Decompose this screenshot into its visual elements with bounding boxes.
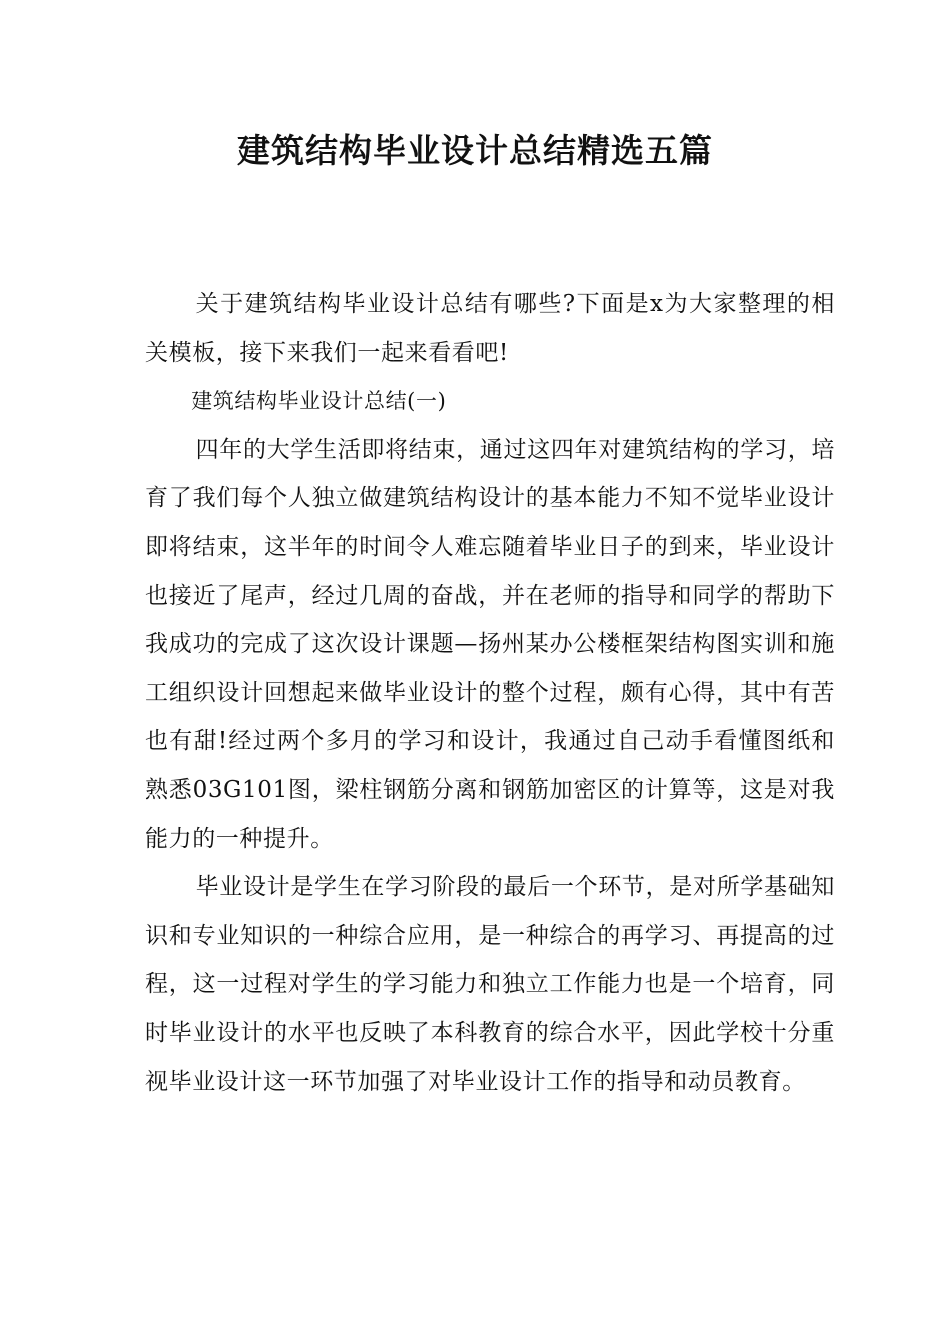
document-body [145,280,835,1106]
body-paragraph: 四年的大学生活即将结束，通过这四年对建筑结构的学习，培育了我们每个人独立做建筑结构设计的基本能力不知不觉毕业设计即将结束，这半年的时间令人难忘随着毕业日子的到来，毕业设计也接近了尾声，经过几周的奋战，并在老师的指导和同学的帮助下我成功的完成了这次设计课题—扬州某办公楼框架结构图实训和施工组织设计回想起来做毕业设计的整个过程，颇有心得，其中有苦也有甜!经过两个多月的学习和设计，我通过自己动手看懂图纸和熟悉03G101图，梁柱钢筋分离和钢筋加密区的计算等，这是对我能力的一种提升。 [145,436,835,852]
document-title: 建筑结构毕业设计总结精选五篇 [237,131,713,170]
intro-paragraph: 关于建筑结构毕业设计总结有哪些?下面是x为大家整理的相关模板，接下来我们一起来看看吧! [145,291,835,366]
body-paragraph: 毕业设计是学生在学习阶段的最后一个环节，是对所学基础知识和专业知识的一种综合应用，是一种综合的再学习、再提高的过程，这一过程对学生的学习能力和独立工作能力也是一个培育，同时毕业设计的水平也反映了本科教育的综合水平，因此学校十分重视毕业设计这一环节加强了对毕业设计工作的指导和动员教育。 [145,874,835,1095]
section-heading: 建筑结构毕业设计总结(一) [191,389,447,414]
